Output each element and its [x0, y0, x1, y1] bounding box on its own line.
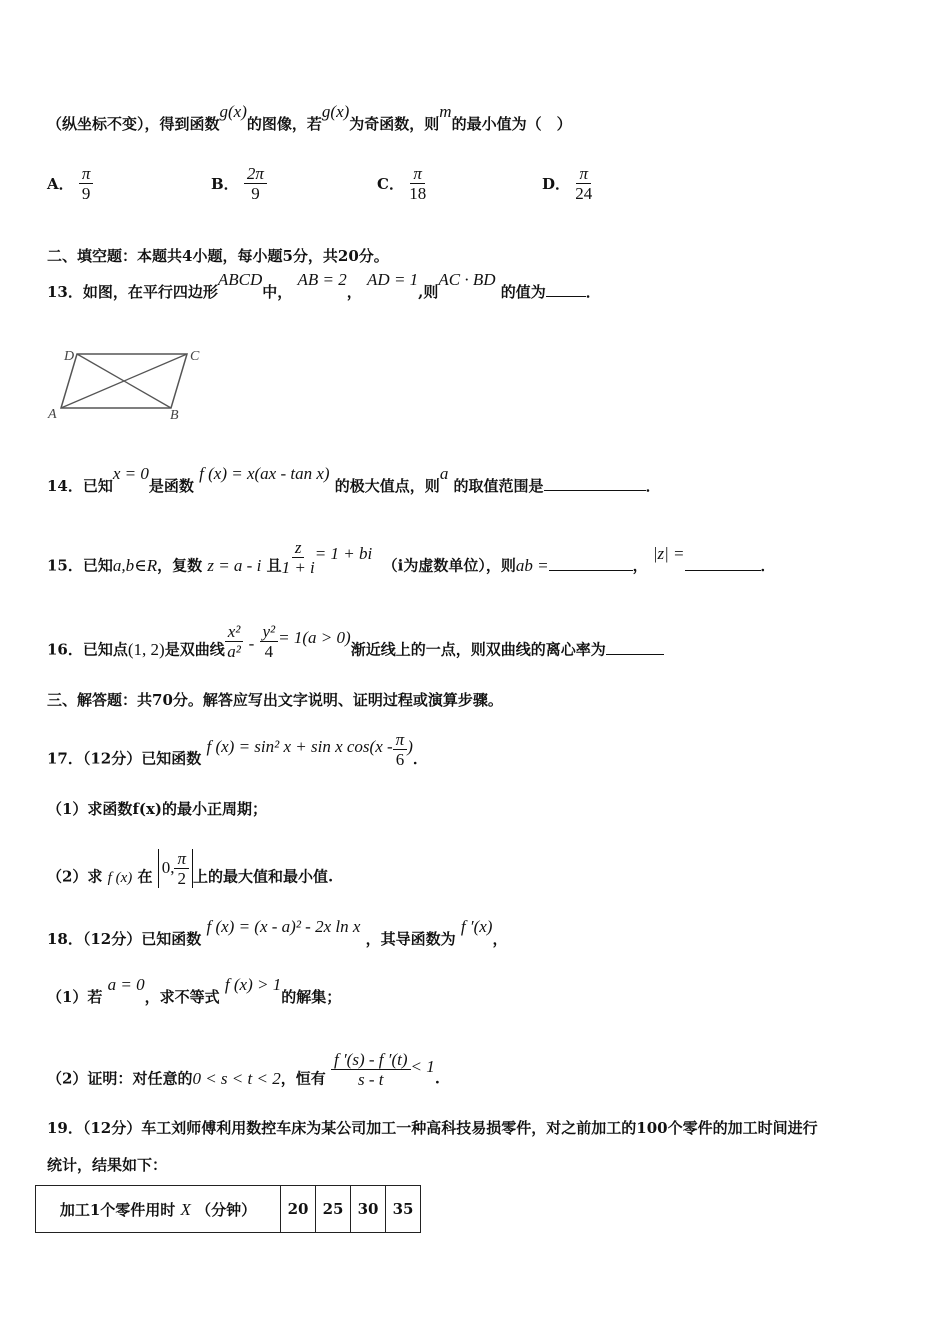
math-m: m — [439, 102, 452, 121]
table-value-cell: 25 — [316, 1186, 351, 1233]
q12-stem: （纵坐标不变），得到函数g(x)的图像，若g(x)为奇函数，则m的最小值为（ ） — [47, 102, 572, 133]
math-gx: g(x) — [219, 102, 247, 121]
q18-part2: （2）证明：对任意的0 < s < t < 2，恒有 $\frac{f '(s) - f '(t)}{s - t}$ < 1. — [47, 1050, 440, 1089]
parallelogram-figure — [44, 346, 214, 426]
q17-stem: 17．（12分）已知函数 f (x) = sin² x + sin x cos(x - $\frac{\pi}{6}$ )． — [47, 730, 428, 769]
q18-part1: （1）若 a = 0，求不等式 f (x) > 1的解集； — [47, 975, 342, 1006]
option-a-fraction: $\frac{\pi}{9}$ — [79, 164, 94, 203]
table-value-cell: 20 — [281, 1186, 316, 1233]
answer-blank-14[interactable] — [544, 476, 646, 491]
option-b[interactable]: B． $\frac{2\pi}{9}$ — [211, 164, 267, 203]
option-d-fraction: $\frac{\pi}{24}$ — [575, 164, 593, 203]
math-gx-2: g(x) — [321, 102, 350, 121]
vertex-label-c: C — [190, 349, 200, 364]
table-value-cell: 30 — [351, 1186, 386, 1233]
section-3-heading: 三、解答题：共70分。解答应写出文字说明、证明过程或演算步骤。 — [47, 691, 503, 709]
q15-stem: 15．已知a,b∈R，复数 z = a - i 且 $\frac{z}{1 + i}$ = 1 + bi （i为虚数单位），则ab = ， |z| =． — [47, 538, 776, 577]
q16-stem: 16．已知点(1, 2)是双曲线 $\frac{\text{x²}}{\text{a²}}$ - $\frac{\text{y²}}{4}$ = 1(a > 0)渐近线上的一点，则双曲线的离心率为 — [47, 631, 664, 670]
table-header-cell: 加工1个零件用时 X （分钟） — [36, 1186, 281, 1233]
table-value-cell: 35 — [386, 1186, 421, 1233]
vertex-label-a: A — [48, 407, 57, 422]
option-c[interactable]: C． $\frac{\pi}{18}$ — [377, 164, 427, 203]
q19-stem-line1: 19．（12分）车工刘师傅利用数控车床为某公司加工一种高科技易损零件，对之前加工的100个零件的加工时间进行 — [47, 1119, 818, 1137]
q13-stem: 13．如图，在平行四边形ABCD中， AB = 2， AD = 1,则AC · BD 的值为 ． — [47, 270, 601, 301]
answer-blank-13[interactable] — [546, 282, 586, 297]
q14-stem: 14．已知x = 0是函数 f (x) = x(ax - tan x) 的极大值点，则a 的取值范围是 ． — [47, 464, 661, 495]
table-row — [36, 1186, 421, 1233]
section-2-heading: 二、填空题：本题共4小题，每小题5分，共20分。 — [47, 247, 389, 265]
q18-stem: 18．（12分）已知函数 f (x) = (x - a)² - 2x ln x ，其导函数为 f ′(x)， — [47, 917, 508, 948]
vertex-label-b: B — [170, 408, 179, 423]
option-a[interactable]: A． $\frac{\pi}{9}$ — [47, 164, 93, 203]
q17-part2: （2）求 f (x) 在 0, $\frac{\pi}{2}$ 上的最大值和最小值. — [47, 849, 334, 888]
q17-part1: （1）求函数f(x)的最小正周期； — [47, 800, 268, 818]
processing-time-table — [35, 1185, 421, 1233]
option-d[interactable]: D． $\frac{\pi}{24}$ — [542, 164, 593, 203]
q19-stem-line2: 统计，结果如下： — [47, 1156, 168, 1174]
answer-blank-15b[interactable] — [685, 556, 761, 571]
answer-blank-16[interactable] — [606, 640, 664, 655]
option-c-fraction: $\frac{\pi}{18}$ — [409, 164, 427, 203]
option-b-fraction: $\frac{2\pi}{9}$ — [244, 164, 267, 203]
answer-blank-15a[interactable] — [549, 556, 633, 571]
vertex-label-d: D — [64, 349, 75, 364]
